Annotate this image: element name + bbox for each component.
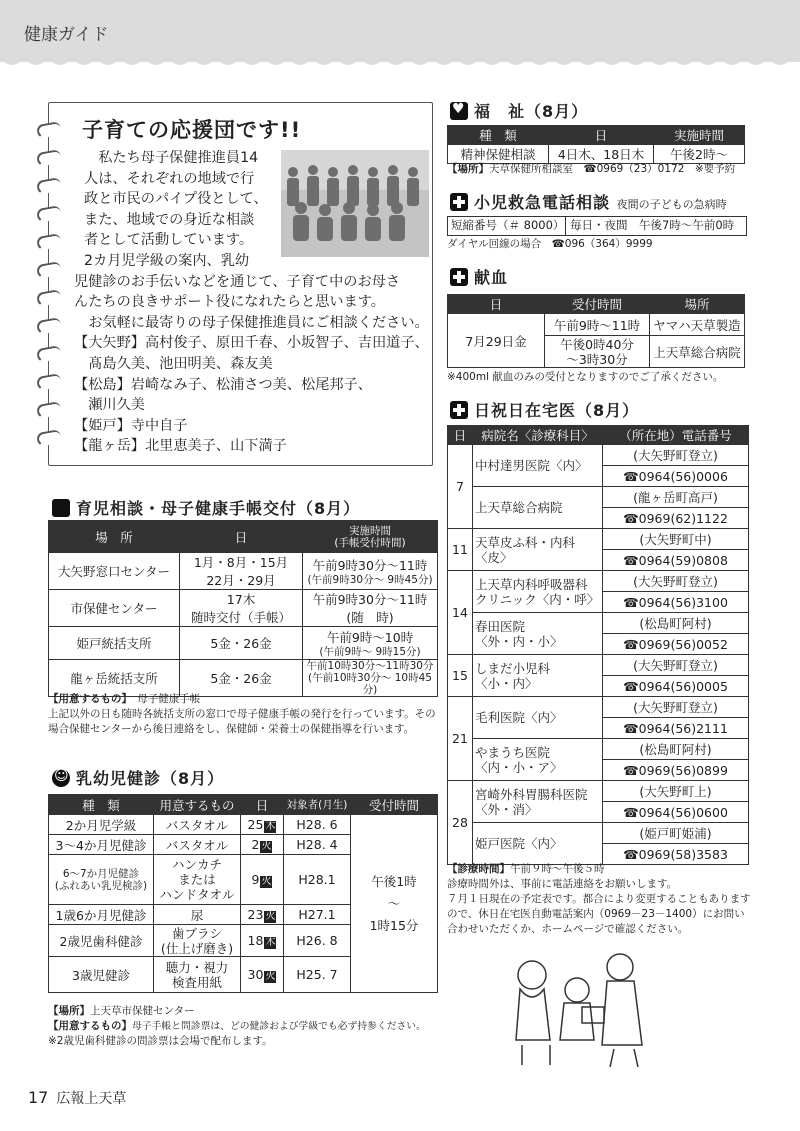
body-line: 私たち母子保健推進員14 bbox=[84, 150, 259, 166]
nyuyo-notes: 【場所】上天草市保健センター 【用意するもの】母子手帳と問診票は、どの健診および学級でも必ず持参ください。 ※2歳児歯科健診の問診票は会場で配布します。 bbox=[48, 1005, 426, 1047]
medical-cross-icon bbox=[450, 268, 468, 286]
body-line: んたちの良きサポート役になれたらと思います。 bbox=[74, 294, 385, 311]
body-line: 瀬川久美 bbox=[74, 397, 145, 414]
nyuyo-heading: ☺乳幼児健診（8月） bbox=[52, 766, 224, 789]
clinic-name: しまだ小児科 〈小・内〉 bbox=[473, 655, 603, 697]
body-line: 者として活動しています。 bbox=[84, 232, 254, 249]
clinic-name: 春田医院 〈外・内・小〉 bbox=[473, 613, 603, 655]
clinic-address: (松島町阿村) bbox=[603, 613, 749, 634]
doctor-examining-child-illustration bbox=[502, 945, 657, 1070]
binder-ring-icon bbox=[36, 289, 62, 307]
day-cell: 15 bbox=[448, 655, 473, 697]
kyukyu-box: 短縮番号（＃ 8000） 毎日・夜間 午後7時～午前0時 bbox=[447, 216, 747, 236]
clinic-name: やまうち医院 〈内・小・ア〉 bbox=[473, 739, 603, 781]
page-header bbox=[0, 0, 800, 62]
table-row: 3歳児健診 聴力・視力 検査用紙 30 火 H25. 7 bbox=[49, 957, 438, 993]
fukushi-table: 種 類 日 実施時間 精神保健相談 4日木、18日木 午後2時～ bbox=[447, 125, 745, 164]
clinic-name: 中村達男医院〈内〉 bbox=[473, 445, 603, 487]
table-row bbox=[448, 697, 749, 718]
table-row: 7月29日金 午前9時～11時 ヤマハ天草製造 bbox=[448, 314, 745, 336]
clinic-phone: ☎0964(59)0808 bbox=[603, 550, 749, 571]
table-row: 2歳児歯科健診 歯ブラシ (仕上げ磨き) 18 木 H26. 8 bbox=[49, 925, 438, 957]
kyukyu-heading: 小児救急電話相談 夜間の子どもの急病時 bbox=[450, 190, 727, 213]
table-row bbox=[448, 655, 749, 676]
baby-face-icon bbox=[52, 769, 70, 787]
binder-ring-icon bbox=[36, 121, 62, 139]
binder-ring-icon bbox=[36, 317, 62, 335]
nyuyo-table: 種 類 用意するもの 日 対象者(月生) 受付時間 2か月児学級 バスタオル 25 木 H28. 6 午後1時 ～ 1時15分 3～4か月児健診 バスタオル 2 火 H28. 4 6～7か月児健診 (ふれあい乳児検診) ハンカチ または ハンドタオル 9 火 H28.1 1歳6か月児健診 尿 23 火 H27.1 2歳児歯科健診 歯ブラシ (仕上げ磨き) 18 木 H26. 8 3歳児健診 聴力・視力 検査用紙 30 火 H25. 7 bbox=[48, 794, 438, 993]
body-line: また、地域での身近な相談 bbox=[84, 211, 255, 228]
clinic-address: (大矢野町登立) bbox=[603, 697, 749, 718]
body-line: 【姫戸】寺中自子 bbox=[74, 417, 188, 434]
clinic-phone: ☎0969(58)3583 bbox=[603, 844, 749, 865]
clinic-address: (龍ヶ岳町高戸) bbox=[603, 487, 749, 508]
table-row bbox=[448, 781, 749, 802]
binder-ring-icon bbox=[36, 373, 62, 391]
kenketsu-note: ※400ml 献血のみの受付となりますのでご了承ください。 bbox=[447, 371, 724, 383]
clinic-name: 天草皮ふ科・内科 〈皮〉 bbox=[473, 529, 603, 571]
ikuji-note: 【用意するもの】 母子健康手帳 上記以外の日も随時各統括支所の窓口で母子健康手帳の発行を行っています。その場合保健センターから後日連絡をし、保健師・栄養士の保健指導を行います。 bbox=[48, 693, 436, 735]
body-line: 【松島】岩崎なみ子、松浦さつ美、松尾邦子、 bbox=[74, 376, 372, 393]
table-row: 午後0時40分 ～3時30分 上天草総合病院 bbox=[448, 336, 745, 368]
ikuji-heading: 育児相談・母子健康手帳交付（8月） bbox=[52, 496, 360, 519]
body-line: 人は、それぞれの地域で行 bbox=[84, 170, 255, 187]
table-row bbox=[448, 529, 749, 550]
clinic-name: 姫戸医院〈内〉 bbox=[473, 823, 603, 865]
binder-ring-icon bbox=[36, 345, 62, 363]
binder-ring-icon bbox=[36, 205, 62, 223]
binder-ring-icon bbox=[36, 261, 62, 279]
table-row bbox=[448, 445, 749, 466]
clinic-address: (大矢野町登立) bbox=[603, 571, 749, 592]
binder-ring-icon bbox=[36, 233, 62, 251]
col-header: 日 bbox=[180, 521, 303, 553]
handbook-icon bbox=[52, 499, 70, 517]
ikuji-table bbox=[48, 520, 438, 697]
col-header: 場 所 bbox=[49, 521, 180, 553]
fukushi-heading: ♥福 祉（8月） bbox=[450, 99, 588, 122]
fukushi-place: 【場所】天草保健所相談室 ☎0969（23）0172 ※要予約 bbox=[447, 163, 736, 175]
binder-ring-icon bbox=[36, 177, 62, 195]
medical-cross-icon bbox=[450, 401, 468, 419]
day-cell: 7 bbox=[448, 445, 473, 529]
binder-ring-icon bbox=[36, 149, 62, 167]
clinic-address: (大矢野町登立) bbox=[603, 445, 749, 466]
clinic-phone: ☎0969(62)1122 bbox=[603, 508, 749, 529]
zaitaku-notes: 【診療時間】午前９時～午後５時 診療時間外は、事前に電話連絡をお願いします。 ７月１日現在の予定表です。都合により変更することもありますので、休日在宅医自動電話案内（0969－23－1400）にお問い合わせいただくか、ホームページで確認ください。 bbox=[447, 863, 751, 935]
zaitaku-table: 日 病院名〈診療科目〉 （所在地）電話番号 7 中村達男医院〈内〉 (大矢野町登立) ☎0964(56)0006 上天草総合病院 (龍ヶ岳町高戸) ☎0969(62)1122 11 天草皮ふ科・内科 〈皮〉 (大矢野町中) ☎0964(59)0808 14 上天草内科呼吸器科 クリニック〈内・呼〉 (大矢野町登立) ☎0964(56)3100 春田医院 〈外・内・小〉 (松島町阿村) ☎0969(56)0052 15 しまだ小児科 〈小・内〉 (大矢野町登立) ☎0964(56)0005 21 毛利医院〈内〉 (大矢野町登立) ☎0964(56)2111 やまうち医院 〈内・小・ア〉 (松島町阿村) ☎0969(56)0899 28 宮崎外科胃腸科医院 〈外・消〉 (大矢野町上) ☎0964(56)0600 姫戸医院〈内〉 (姫戸町姫浦) ☎0969(58)3583 bbox=[447, 425, 749, 865]
clinic-address: (大矢野町登立) bbox=[603, 655, 749, 676]
table-row bbox=[448, 613, 749, 634]
clinic-phone: ☎0964(56)2111 bbox=[603, 718, 749, 739]
clinic-phone: ☎0969(56)0899 bbox=[603, 760, 749, 781]
kyukyu-dial: ダイヤル回線の場合 ☎096（364）9999 bbox=[447, 238, 653, 250]
body-line: 髙島久美、池田明美、森友美 bbox=[74, 355, 273, 372]
kenketsu-table: 日 受付時間 場所 7月29日金 午前9時～11時 ヤマハ天草製造 午後0時40分 ～3時30分 上天草総合病院 bbox=[447, 294, 745, 368]
body-line: 政と市民のパイプ役として、 bbox=[84, 191, 268, 208]
table-row: 1歳6か月児健診 尿 23 火 H27.1 bbox=[49, 905, 438, 925]
table-row: 姫戸統括支所 5金・26金 午前9時～10時 (午前9時～ 9時15分) bbox=[49, 627, 438, 660]
header-scallop-edge bbox=[0, 58, 800, 72]
clinic-phone: ☎0969(56)0052 bbox=[603, 634, 749, 655]
body-line: 2カ月児学級の案内、乳幼 bbox=[84, 252, 250, 269]
table-row: 市保健センター 17木 随時交付（手帳） 午前9時30分～11時 (随 時) bbox=[49, 590, 438, 627]
binder-ring-icon bbox=[36, 401, 62, 419]
reception-time: 午後1時 ～ 1時15分 bbox=[351, 815, 438, 993]
table-row bbox=[448, 739, 749, 760]
table-row: 2か月児学級 バスタオル 25 木 H28. 6 午後1時 ～ 1時15分 bbox=[49, 815, 438, 835]
clinic-phone: ☎0964(56)0600 bbox=[603, 802, 749, 823]
table-row bbox=[448, 823, 749, 844]
table-row: 精神保健相談 4日木、18日木 午後2時～ bbox=[448, 145, 745, 164]
zaitaku-heading: 日祝日在宅医（8月） bbox=[450, 398, 639, 421]
kenketsu-heading: 献血 bbox=[450, 265, 508, 288]
clinic-phone: ☎0964(56)3100 bbox=[603, 592, 749, 613]
clinic-name: 上天草内科呼吸器科 クリニック〈内・呼〉 bbox=[473, 571, 603, 613]
binder-ring-icon bbox=[36, 429, 62, 447]
page-footer: 17 広報上天草 bbox=[28, 1088, 127, 1107]
supporters-body bbox=[74, 148, 429, 457]
clinic-address: (大矢野町中) bbox=[603, 529, 749, 550]
table-row: 龍ヶ岳統括支所 5金・26金 午前10時30分～11時30分 (午前10時30分～ 10時45分) bbox=[49, 660, 438, 697]
day-cell: 14 bbox=[448, 571, 473, 655]
supporters-title: 子育ての応援団です!! bbox=[82, 118, 302, 142]
clinic-name: 宮崎外科胃腸科医院 〈外・消〉 bbox=[473, 781, 603, 823]
table-row: 3～4か月児健診 バスタオル 2 火 H28. 4 bbox=[49, 835, 438, 855]
clinic-name: 毛利医院〈内〉 bbox=[473, 697, 603, 739]
table-row: 6～7か月児健診 (ふれあい乳児検診) ハンカチ または ハンドタオル 9 火 H28.1 bbox=[49, 855, 438, 905]
table-row bbox=[448, 487, 749, 508]
day-cell: 28 bbox=[448, 781, 473, 865]
body-line: 児健診のお手伝いなどを通じて、子育て中のお母さ bbox=[74, 273, 401, 290]
clinic-address: (姫戸町姫浦) bbox=[603, 823, 749, 844]
clinic-phone: ☎0964(56)0005 bbox=[603, 676, 749, 697]
body-line: 【大矢野】高村俊子、原田千春、小坂智子、吉田道子、 bbox=[74, 335, 429, 352]
clinic-phone: ☎0964(56)0006 bbox=[603, 466, 749, 487]
table-row: 大矢野窓口センター 1月・8月・15月 22月・29月 午前9時30分～11時 (午前9時30分～ 9時45分) bbox=[49, 553, 438, 590]
clinic-name: 上天草総合病院 bbox=[473, 487, 603, 529]
table-row bbox=[448, 571, 749, 592]
body-line: お気軽に最寄りの母子保健推進員にご相談ください。 bbox=[74, 314, 429, 331]
body-line: 【龍ヶ岳】北里恵美子、山下満子 bbox=[74, 438, 287, 455]
medical-cross-icon bbox=[450, 193, 468, 211]
day-cell: 11 bbox=[448, 529, 473, 571]
col-header: 実施時間 (手帳受付時間) bbox=[303, 521, 438, 553]
clinic-address: (松島町阿村) bbox=[603, 739, 749, 760]
clinic-address: (大矢野町上) bbox=[603, 781, 749, 802]
heart-icon bbox=[450, 102, 468, 120]
header-title: 健康ガイド bbox=[24, 25, 109, 45]
day-cell: 21 bbox=[448, 697, 473, 781]
